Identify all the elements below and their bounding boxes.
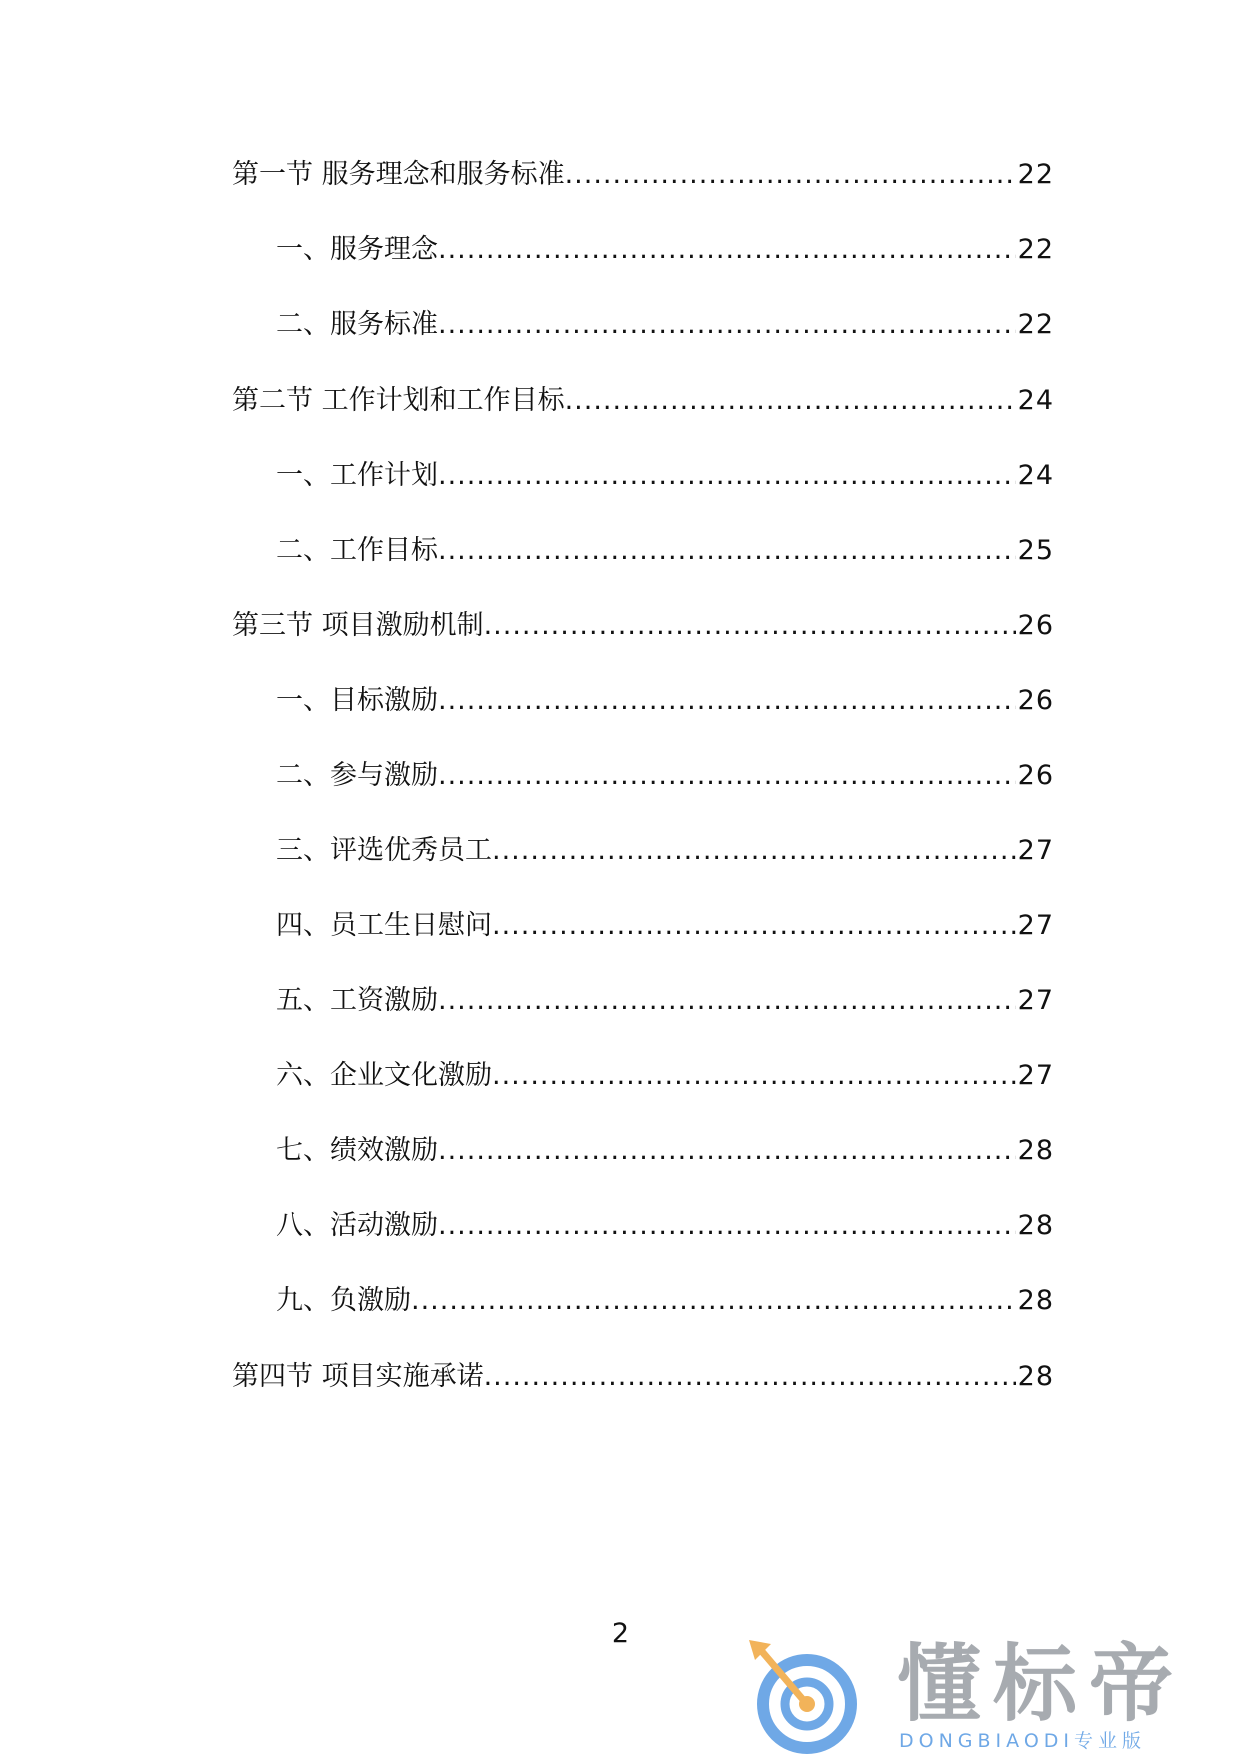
toc-dot-leader [565, 381, 1016, 421]
toc-entry-item[interactable] [276, 906, 1054, 946]
toc-entry-page: 22 [1017, 234, 1054, 265]
toc-entry-page: 24 [1017, 460, 1054, 491]
toc-dot-leader [411, 1281, 1016, 1321]
toc-entry-label: 二、服务标准 [276, 309, 438, 340]
toc-entry-page: 27 [1017, 985, 1054, 1016]
page-number: 2 [611, 1618, 630, 1649]
toc-dot-leader [438, 1206, 1016, 1246]
toc-entry-item[interactable] [276, 230, 1054, 270]
toc-entry-label: 八、活动激励 [276, 1210, 438, 1241]
toc-entry-item[interactable] [276, 456, 1054, 496]
toc-entry-page: 26 [1017, 610, 1054, 641]
toc-dot-leader [438, 756, 1016, 796]
toc-entry-label: 七、绩效激励 [276, 1135, 438, 1166]
toc-entry-page: 24 [1017, 385, 1054, 416]
toc-entry-page: 28 [1017, 1210, 1054, 1241]
toc-entry-label: 一、服务理念 [276, 234, 438, 265]
toc-entry-item[interactable] [276, 831, 1054, 871]
toc-entry-label: 第四节 项目实施承诺 [232, 1361, 484, 1392]
toc-entry-label: 五、工资激励 [276, 985, 438, 1016]
toc-entry-section-4[interactable] [232, 1357, 1054, 1397]
toc-entry-item[interactable] [276, 305, 1054, 345]
toc-entry-page: 25 [1017, 535, 1054, 566]
toc-entry-label: 六、企业文化激励 [276, 1060, 492, 1091]
brand-name: 懂标帝 [897, 1635, 1186, 1733]
toc-entry-item[interactable] [276, 1206, 1054, 1246]
toc-dot-leader [492, 831, 1016, 871]
toc-entry-label: 一、工作计划 [276, 460, 438, 491]
toc-dot-leader [438, 981, 1016, 1021]
toc-entry-item[interactable] [276, 681, 1054, 721]
toc-dot-leader [438, 456, 1016, 496]
brand-watermark [745, 1634, 1215, 1754]
toc-entry-section-1[interactable] [232, 155, 1054, 195]
toc-entry-label: 三、评选优秀员工 [276, 835, 492, 866]
toc-dot-leader [438, 1131, 1016, 1171]
toc-entry-item[interactable] [276, 531, 1054, 571]
toc-dot-leader [438, 305, 1016, 345]
toc-dot-leader [438, 681, 1016, 721]
toc-entry-label: 第二节 工作计划和工作目标 [232, 385, 565, 416]
brand-subtitle: DONGBIAODI专业版 [899, 1730, 1147, 1752]
target-arrow-icon [745, 1634, 875, 1754]
toc-dot-leader [565, 155, 1016, 195]
toc-entry-label: 二、参与激励 [276, 760, 438, 791]
toc-entry-page: 22 [1017, 159, 1054, 190]
toc-entry-page: 22 [1017, 309, 1054, 340]
toc-dot-leader [484, 606, 1016, 646]
toc-entry-label: 二、工作目标 [276, 535, 438, 566]
toc-entry-label: 一、目标激励 [276, 685, 438, 716]
toc-entry-section-2[interactable] [232, 381, 1054, 421]
toc-dot-leader [438, 531, 1016, 571]
toc-entry-label: 四、员工生日慰问 [276, 910, 492, 941]
toc-entry-section-3[interactable] [232, 606, 1054, 646]
toc-dot-leader [438, 230, 1016, 270]
toc-entry-page: 28 [1017, 1135, 1054, 1166]
toc-entry-page: 27 [1017, 835, 1054, 866]
toc-dot-leader [484, 1357, 1016, 1397]
toc-entry-item[interactable] [276, 1281, 1054, 1321]
toc-entry-page: 27 [1017, 910, 1054, 941]
toc-dot-leader [492, 906, 1016, 946]
toc-entry-page: 28 [1017, 1361, 1054, 1392]
toc-entry-page: 26 [1017, 760, 1054, 791]
toc-entry-item[interactable] [276, 1056, 1054, 1096]
toc-entry-page: 27 [1017, 1060, 1054, 1091]
toc-entry-page: 28 [1017, 1285, 1054, 1316]
toc-dot-leader [492, 1056, 1016, 1096]
toc-entry-item[interactable] [276, 756, 1054, 796]
toc-entry-page: 26 [1017, 685, 1054, 716]
toc-entry-label: 第一节 服务理念和服务标准 [232, 159, 565, 190]
toc-entry-item[interactable] [276, 1131, 1054, 1171]
toc-entry-label: 第三节 项目激励机制 [232, 610, 484, 641]
toc-entry-label: 九、负激励 [276, 1285, 411, 1316]
toc-entry-item[interactable] [276, 981, 1054, 1021]
